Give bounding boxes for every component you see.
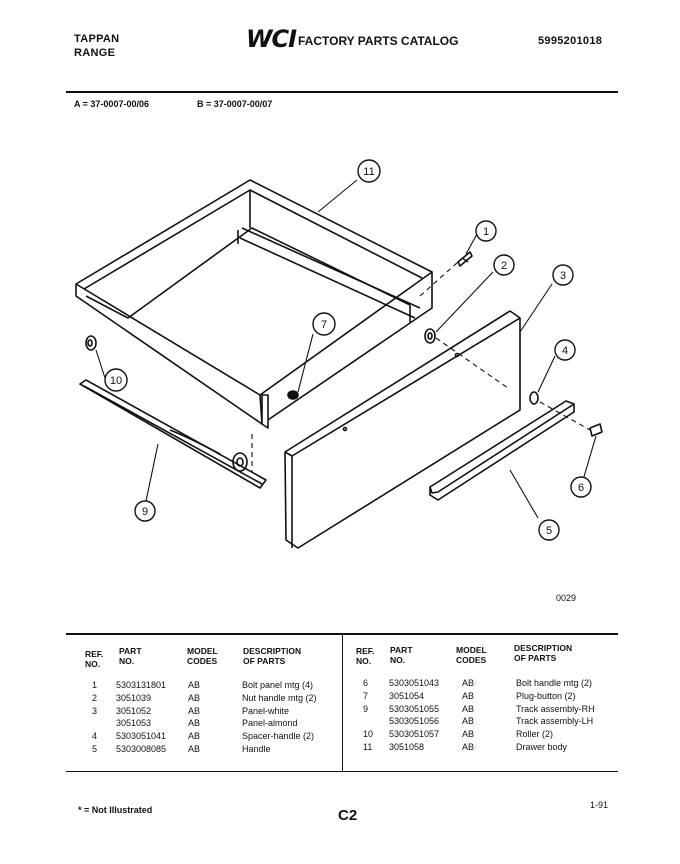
table-cell: Bolt handle mtg (2)	[516, 678, 593, 688]
right-description-column	[516, 677, 595, 754]
table-cell: AB	[188, 705, 201, 716]
model-b-label: B = 37-0007-00/07	[197, 99, 273, 109]
right-ref-column	[363, 677, 373, 754]
table-cell: 6	[363, 678, 369, 688]
table-cell: Track assembly-RH	[516, 703, 595, 714]
bolt-handle	[590, 424, 602, 436]
page-code: C2	[338, 807, 358, 824]
left-description-column	[242, 679, 317, 756]
header-model-codes: MODEL CODES	[187, 646, 218, 666]
table-cell: 3051053	[116, 718, 152, 729]
header-part-no-right: PART NO.	[390, 645, 413, 665]
table-cell: Spacer-handle (2)	[242, 731, 315, 742]
table-cell: 9	[363, 703, 369, 714]
table-cell: 3051052	[116, 705, 152, 716]
table-cell: 5303051041	[116, 731, 167, 742]
callout-label-9: 9	[141, 506, 149, 518]
wci-logo: WCI	[246, 25, 297, 53]
table-cell: Drawer body	[516, 741, 568, 752]
table-cell: 7	[363, 690, 369, 701]
table-cell: AB	[462, 729, 475, 740]
table-column-divider	[342, 635, 343, 771]
header-description-right: DESCRIPTION OF PARTS	[514, 643, 573, 663]
table-cell: Panel-white	[242, 705, 290, 716]
table-cell: Handle	[242, 743, 271, 754]
callout-label-1: 1	[482, 226, 490, 238]
callout-label-6: 6	[577, 482, 585, 494]
left-ref-column	[92, 679, 97, 756]
header-ref-no-right: REF. NO.	[356, 646, 375, 666]
table-cell: 5303051055	[389, 703, 440, 714]
table-cell: 1	[92, 680, 98, 690]
header-model-codes-right: MODEL CODES	[456, 645, 487, 665]
table-cell: 5303051056	[389, 716, 440, 727]
table-cell: AB	[188, 680, 201, 690]
table-cell: 11	[363, 741, 373, 752]
table-cell: 4	[92, 731, 98, 742]
callout-label-3: 3	[559, 270, 567, 282]
table-bottom-rule	[66, 771, 618, 772]
table-cell	[363, 715, 373, 728]
table-cell: 3	[92, 705, 98, 716]
table-cell: Panel-almond	[242, 718, 298, 729]
table-cell: 3051054	[389, 690, 425, 701]
table-cell: AB	[462, 678, 475, 688]
track-assembly	[80, 380, 266, 488]
spacer	[530, 392, 538, 404]
drawing-number: 0029	[556, 593, 577, 603]
table-cell: Roller (2)	[516, 729, 554, 740]
table-cell: Plug-button (2)	[516, 690, 576, 701]
table-cell: Nut handle mtg (2)	[242, 692, 317, 703]
callout-label-5: 5	[545, 525, 553, 537]
table-cell: AB	[188, 718, 201, 729]
left-model-column	[188, 679, 200, 756]
table-cell: AB	[188, 743, 201, 754]
table-cell	[92, 717, 97, 730]
brand-name: TAPPAN	[74, 33, 120, 45]
right-part-column	[389, 677, 439, 754]
table-cell: 5	[92, 743, 98, 754]
model-a-label: A = 37-0007-00/06	[74, 99, 149, 109]
table-cell: AB	[462, 690, 475, 701]
header-part-no: PART NO.	[119, 646, 142, 666]
table-cell: 3051058	[389, 741, 425, 752]
table-cell: 10	[363, 729, 374, 740]
table-cell: AB	[188, 731, 201, 742]
drawer-body	[76, 180, 432, 428]
callout-label-4: 4	[561, 345, 569, 357]
table-cell: AB	[462, 741, 475, 752]
table-cell: AB	[462, 716, 475, 727]
table-cell: Track assembly-LH	[516, 716, 594, 727]
table-cell: AB	[188, 692, 201, 703]
table-cell: Bolt panel mtg (4)	[242, 680, 314, 690]
product-type: RANGE	[74, 47, 116, 59]
callout-label-11: 11	[363, 166, 375, 178]
roller	[86, 336, 96, 350]
plug-button	[288, 391, 298, 399]
callout-label-10: 10	[109, 375, 123, 387]
left-part-column	[116, 679, 166, 756]
catalog-number: 5995201018	[538, 35, 603, 47]
table-cell: 5303051057	[389, 729, 440, 740]
table-cell: 3051039	[116, 692, 152, 703]
table-cell: AB	[462, 703, 475, 714]
table-cell: 2	[92, 692, 98, 703]
header-ref-no: REF. NO.	[85, 649, 104, 669]
callout-label-7: 7	[320, 319, 328, 331]
revision-date: 1-91	[590, 800, 609, 810]
catalog-title: FACTORY PARTS CATALOG	[298, 34, 459, 48]
footnote: * = Not Illustrated	[78, 805, 153, 815]
callout-label-2: 2	[500, 260, 508, 272]
nut	[425, 329, 435, 343]
table-cell: 5303008085	[116, 743, 167, 754]
table-cell: 5303131801	[116, 680, 167, 690]
bolt-panel	[458, 252, 472, 266]
table-cell: 5303051043	[389, 678, 440, 688]
right-model-column	[462, 677, 474, 754]
header-description: DESCRIPTION OF PARTS	[243, 646, 302, 666]
